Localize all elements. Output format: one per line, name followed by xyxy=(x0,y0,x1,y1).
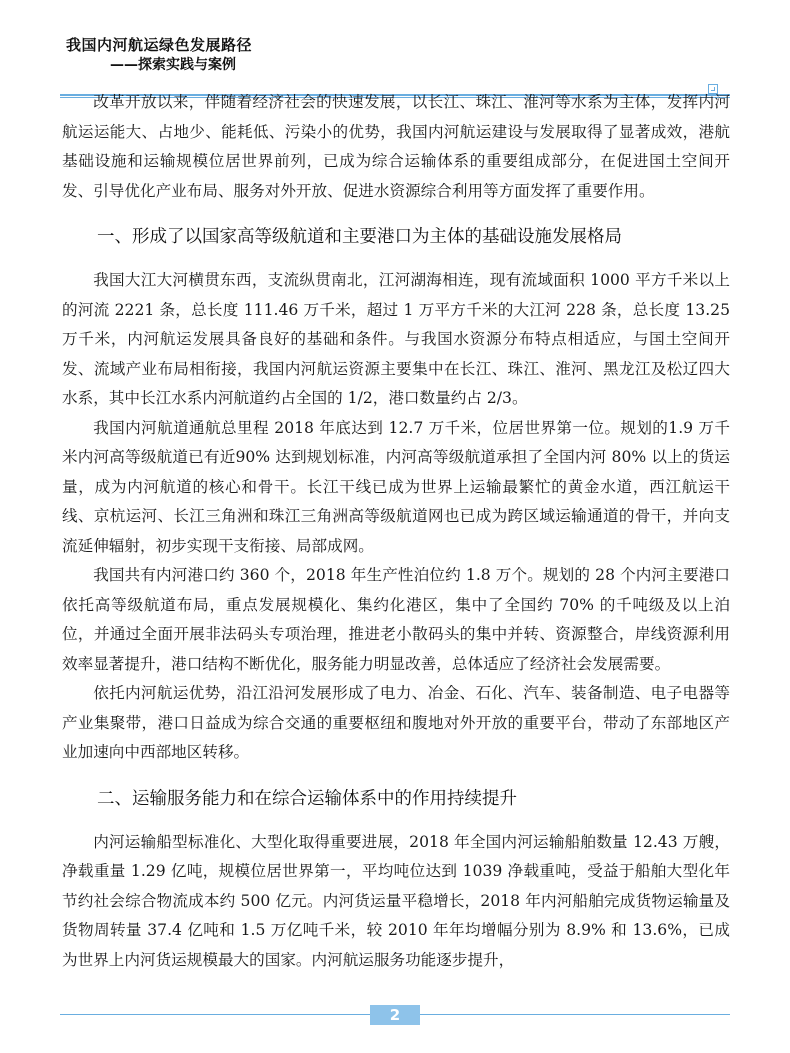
section2-paragraph: 内河运输船型标准化、大型化取得重要进展，2018 年全国内河运输船舶数量 12.43 万艘，净载重量 1.29 亿吨，规模位居世界第一，平均吨位达到 1039 净载重吨，受益于船舶大型化年节约社会综合物流成本约 500 亿元。内河货运量平稳增长，2018 年内河船舶完成货物运输量及货物周转量 37.4 亿吨和 1.5 万亿吨千米，较 2010 年年均增幅分别为 8.9% 和 13.6%，已成为世界上内河货运规模最大的国家。内河航运服务功能逐步提升， xyxy=(62,832,730,969)
book-subtitle: ——探索实践与案例 xyxy=(110,57,236,73)
page-header xyxy=(60,34,730,76)
section-heading-1: 一、形成了以国家高等级航道和主要港口为主体的基础设施发展格局 xyxy=(97,227,622,247)
section1-paragraph: 依托内河航运优势，沿江沿河发展形成了电力、冶金、石化、汽车、装备制造、电子电器等产业集聚带，港口日益成为综合交通的重要枢纽和腹地对外开放的重要平台，带动了东部地区产业加速向中西部地区转移。 xyxy=(62,684,730,761)
intro-paragraph: 改革开放以来，伴随着经济社会的快速发展，以长江、珠江、淮河等水系为主体，发挥内河航运运能大、占地少、能耗低、污染小的优势，我国内河航运建设与发展取得了显著成效，港航基础设施和运输规模位居世界前列，已成为综合运输体系的重要组成部分，在促进国土空间开发、引导优化产业布局、服务对外开放、促进水资源综合利用等方面发挥了重要作用。 xyxy=(62,93,730,200)
page-footer xyxy=(60,1005,730,1025)
page-number: 2 xyxy=(370,1005,420,1025)
section1-paragraph: 我国共有内河港口约 360 个，2018 年生产性泊位约 1.8 万个。规划的 28 个内河主要港口依托高等级航道布局，重点发展规模化、集约化港区，集中了全国约 70% 的千吨级及以上泊位，并通过全面开展非法码头专项治理，推进老小散码头的集中并转、资源整合，岸线资源利用效率显著提升，港口结构不断优化，服务能力明显改善，总体适应了经济社会发展需要。 xyxy=(62,566,730,673)
section-heading-2: 二、运输服务能力和在综合运输体系中的作用持续提升 xyxy=(97,788,517,809)
page-body xyxy=(62,88,730,975)
section1-paragraph: 我国大江大河横贯东西，支流纵贯南北，江河湖海相连，现有流域面积 1000 平方千米以上的河流 2221 条，总长度 111.46 万千米，超过 1 万平方千米的大江河 228 条，总长度 13.25 万千米，内河航运发展具备良好的基础和条件。与我国水资源分布特点相适应，与国土空间开发、流域产业布局相衔接，我国内河航运资源主要集中在长江、珠江、淮河、黑龙江及松辽四大水系，其中长江水系内河航道约占全国的 1/2，港口数量约占 2/3。 xyxy=(62,271,730,407)
book-title: 我国内河航运绿色发展路径 xyxy=(66,36,253,54)
section1-paragraph: 我国内河航道通航总里程 2018 年底达到 12.7 万千米，位居世界第一位。规划的1.9 万千米内河高等级航道已有近90% 达到规划标准，内河高等级航道承担了全国内河 80% 以上的货运量，成为内河航道的核心和骨干。长江干线已成为世界上运输最繁忙的黄金水道，西江航运干线、京杭运河、长江三角洲和珠江三角洲高等级航道网也已成为跨区域运输通道的骨干，并向支流延伸辐射，初步实现干支衔接、局部成网。 xyxy=(62,418,730,555)
